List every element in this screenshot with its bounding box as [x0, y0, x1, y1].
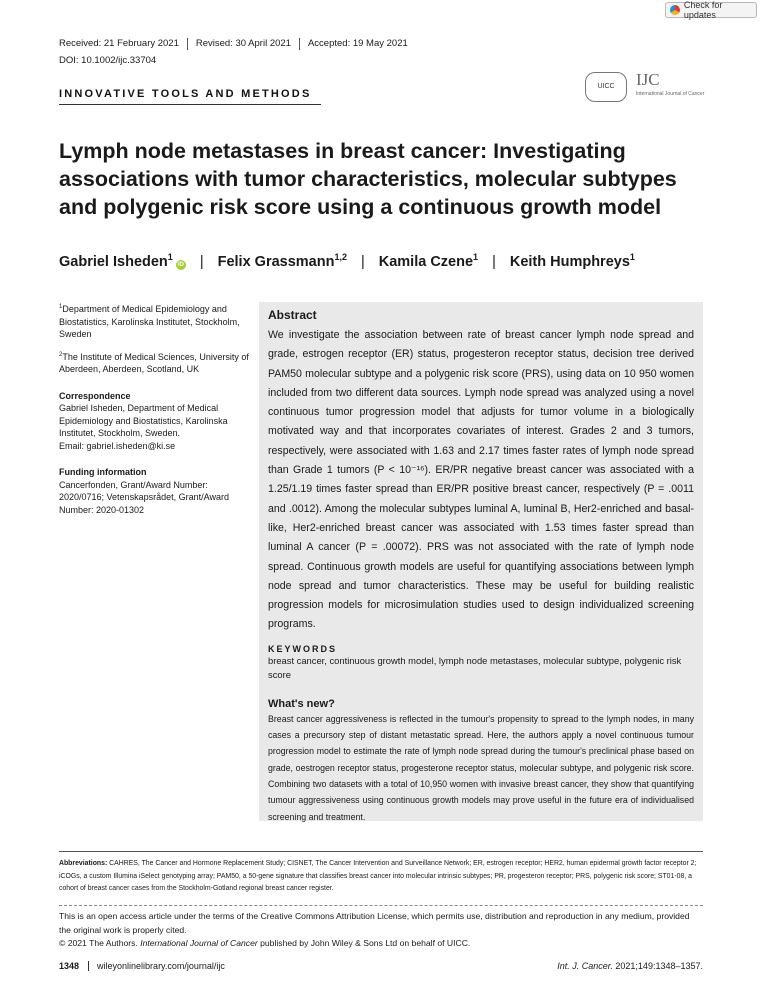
author-name[interactable]: Keith Humphreys$^1$	[509, 252, 635, 270]
abbreviations-rule	[59, 851, 703, 852]
open-access-notice	[59, 910, 703, 951]
license-text: This is an open access article under the terms of the Creative Commons Attribution License, which permits use, distribution and reproduction in any medium, provided the original work is properly cited.	[59, 911, 690, 935]
page-footer	[59, 961, 703, 971]
open-access-rule	[59, 905, 703, 906]
journal-name: International Journal of Cancer	[140, 938, 258, 948]
ijc-logo: IJC	[636, 70, 660, 89]
abstract-heading: Abstract	[268, 308, 317, 322]
page-number: 1348	[59, 961, 89, 971]
abbreviations-text: CAHRES, The Cancer and Hormone Replacement Study; CISNET, The Cancer Intervention and Surveillance Network; ER, estrogen receptor; HER2, human epidermal growth factor receptor 2; iCOGs, a custom Illumina iSelect genotyping array; PAM50, a 50-gene signature that classifies breast cancer into molecular intrinsic subtypes; PR, progesteron receptor; PRS, polygenic risk score; ST01-08, a cohort of breast cancer cases from the Stockholm-Gotland regional breast cancer register.	[59, 860, 697, 893]
check-for-updates-label: Check for updates	[683, 0, 723, 20]
whats-new-heading: What's new?	[268, 697, 335, 710]
author-separator: |	[360, 253, 365, 270]
accepted-date: Accepted: 19 May 2021	[307, 38, 408, 49]
author-name[interactable]: Kamila Czene$^1$	[378, 252, 479, 270]
affiliation: $^2$The Institute of Medical Sciences, University of Aberdeen, Aberdeen, Scotland, UK	[59, 351, 249, 374]
received-date: Received: 21 February 2021	[59, 38, 188, 50]
ijc-logo-subtitle: International Journal of Cancer	[636, 91, 705, 97]
article-info-column	[59, 301, 249, 524]
copyright-line: © 2021 The Authors. International Journal of Cancer published by John Wiley & Sons Ltd on behalf of UICC.	[59, 938, 471, 948]
whats-new-text: Breast cancer aggressiveness is reflected in the tumour's propensity to spread to the lymph nodes, in many cases a precursory step of distant metastatic spread. Here, the authors apply a novel continuous tumour progression model to estimate the rate of lymph node spread during the tumour's preclinical phase based on grade, oestrogen receptor status, progesterone receptor status, molecular subtype, and polygenic risk score. Combining two datasets with a total of 10,950 women with invasive breast cancer, they show that quantifying tumour aggressiveness using continuous growth models may prove useful in the future era of individualised screening and treatment.	[268, 713, 694, 822]
correspondence-text: Gabriel Isheden, Department of Medical Epidemiology and Biostatistics, Karolinska Institutet, Stockholm, Sweden.	[59, 403, 228, 438]
keywords-text: breast cancer, continuous growth model, lymph node metastases, molecular subtype, polygenic risk score	[268, 654, 682, 680]
abbreviations-label: Abbreviations:	[59, 860, 108, 867]
abbreviations	[59, 858, 703, 896]
author-name[interactable]: Felix Grassmann$^{1,2}$	[217, 252, 347, 270]
correspondence-heading: Correspondence	[59, 390, 131, 401]
funding-text: Cancerfonden, Grant/Award Number: 2020/0716; Vetenskapsrådet, Grant/Award Number: 2020-01302	[59, 479, 229, 515]
author-separator: |	[492, 253, 496, 270]
section-label: INNOVATIVE TOOLS AND METHODS	[59, 88, 312, 100]
abstract-text: We investigate the association between rate of breast cancer lymph node spread and grade, estrogen receptor (ER) status, progesteron receptor status, decision tree derived PAM50 molecular subtype and a polygenic risk score (PRS), using data on 10 950 women included from two different data sources. Lymph node spread was analyzed using a novel continuous tumor progression model that adjusts for tumor volume in a biologically motivated way and that incorporates covariates of interest. Grades 2 and 3 tumors, respectively, were associated with 1.63 and 2.17 times faster rates of lymph node spread than Grade 1 tumors (P < 10⁻¹⁶). ER/PR negative breast cancer was associated with a 1.25/1.19 times faster spread than ER/PR positive breast cancer, respectively (P = .0011 and .0012). Among the molecular subtypes luminal A, luminal B, Her2-enriched and basal-like, Her2-enriched breast cancer was associated with 1.53 times faster spread than luminal A cancer (P = .00072). PRS was not associated with the rate of lymph node spread. Continuous growth models are useful for quantifying associations between lymph node spread and tumor characteristics. These may be useful for building realistic progression models for microsimulation studies used to design individualized screening programs.	[268, 329, 694, 631]
citation	[557, 961, 703, 971]
crossmark-icon	[670, 5, 680, 15]
article-dates	[59, 38, 416, 50]
citation-journal: Int. J. Cancer.	[557, 961, 613, 971]
author-list	[59, 252, 635, 270]
keywords-heading: KEYWORDS	[268, 643, 338, 654]
section-rule	[59, 104, 321, 105]
check-for-updates-button[interactable]	[665, 2, 757, 18]
doi[interactable]: DOI: 10.1002/ijc.33704	[59, 55, 157, 66]
journal-url[interactable]: wileyonlinelibrary.com/journal/ijc	[97, 961, 225, 971]
abstract-box	[259, 302, 703, 821]
affiliation: $^1$Department of Medical Epidemiology and Biostatistics, Karolinska Institutet, Stockholm, Sweden	[59, 304, 240, 339]
funding-heading: Funding information	[59, 467, 147, 477]
uicc-logo: UICC	[585, 72, 627, 102]
author-separator: |	[199, 253, 204, 270]
author-name[interactable]: Gabriel Isheden$^1$	[59, 252, 173, 270]
orcid-icon[interactable]: iD	[177, 261, 184, 268]
correspondence-email[interactable]: Email: gabriel.isheden@ki.se	[59, 440, 176, 451]
revised-date: Revised: 30 April 2021	[188, 38, 300, 50]
citation-detail: 2021;149:1348–1357.	[615, 961, 703, 971]
article-title: Lymph node metastases in breast cancer: Investigating associations with tumor characteristics, molecular subtypes and polygenic risk score using a continuous growth model	[59, 139, 677, 219]
